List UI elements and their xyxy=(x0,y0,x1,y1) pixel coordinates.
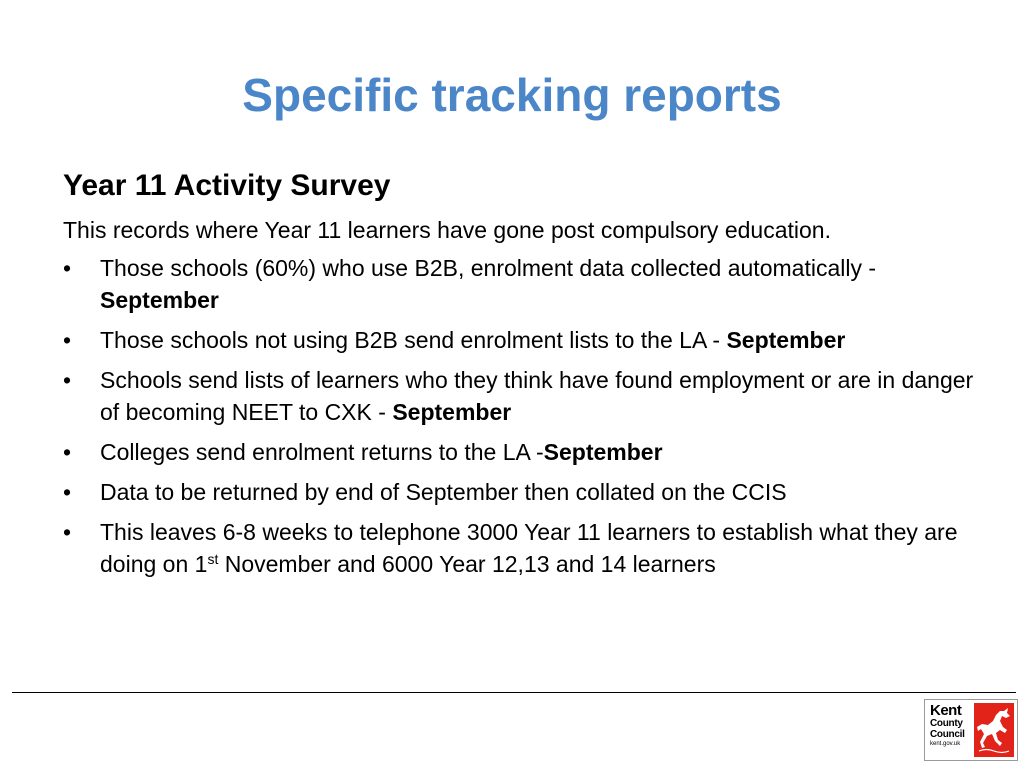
footer-divider xyxy=(12,692,1016,693)
bullet-marker: • xyxy=(63,519,72,545)
list-item xyxy=(63,364,983,428)
slide-title: Specific tracking reports xyxy=(242,69,782,121)
list-item xyxy=(63,324,983,356)
logo-line-kent: Kent xyxy=(930,702,962,719)
kent-county-council-logo xyxy=(924,699,1018,761)
bullet-text: Colleges send enrolment returns to the LA - xyxy=(100,439,544,465)
bullet-text: Those schools (60%) who use B2B, enrolment data collected automatically - xyxy=(100,255,877,281)
bullet-emphasis: September xyxy=(100,287,219,313)
bullet-text: Data to be returned by end of September then collated on the CCIS xyxy=(100,479,787,505)
slide-content xyxy=(63,166,983,588)
list-item xyxy=(63,436,983,468)
bullet-marker: • xyxy=(63,327,72,353)
logo-wordmark xyxy=(930,704,976,748)
bullet-marker: • xyxy=(63,255,72,281)
logo-line-council: Council xyxy=(930,729,965,740)
bullet-marker: • xyxy=(63,367,72,393)
bullet-emphasis: September xyxy=(392,399,512,425)
intro-paragraph: This records where Year 11 learners have gone post compulsory education. xyxy=(63,217,831,243)
ordinal-superscript: st xyxy=(207,551,219,567)
logo-line-county: County xyxy=(930,718,963,729)
bullet-text: Those schools not using B2B send enrolment lists to the LA - xyxy=(100,327,727,353)
logo-url: kent.gov.uk xyxy=(930,741,961,747)
bullet-emphasis: September xyxy=(543,439,663,465)
bullet-emphasis: September xyxy=(726,327,846,353)
bullet-list xyxy=(63,252,983,580)
bullet-marker: • xyxy=(63,439,72,465)
section-heading: Year 11 Activity Survey xyxy=(63,169,391,202)
list-item xyxy=(63,476,983,508)
bullet-text: This leaves 6-8 weeks to telephone 3000 Year 11 learners to establish what they are doing on 1 xyxy=(100,519,958,577)
bullet-text: Schools send lists of learners who they think have found employment or are in danger of becoming NEET to CXK - xyxy=(100,367,974,425)
white-horse-icon xyxy=(974,703,1014,757)
list-item xyxy=(63,516,983,580)
list-item xyxy=(63,252,983,316)
bullet-marker: • xyxy=(63,479,72,505)
bullet-text-continued: November and 6000 Year 12,13 and 14 learners xyxy=(218,551,716,577)
